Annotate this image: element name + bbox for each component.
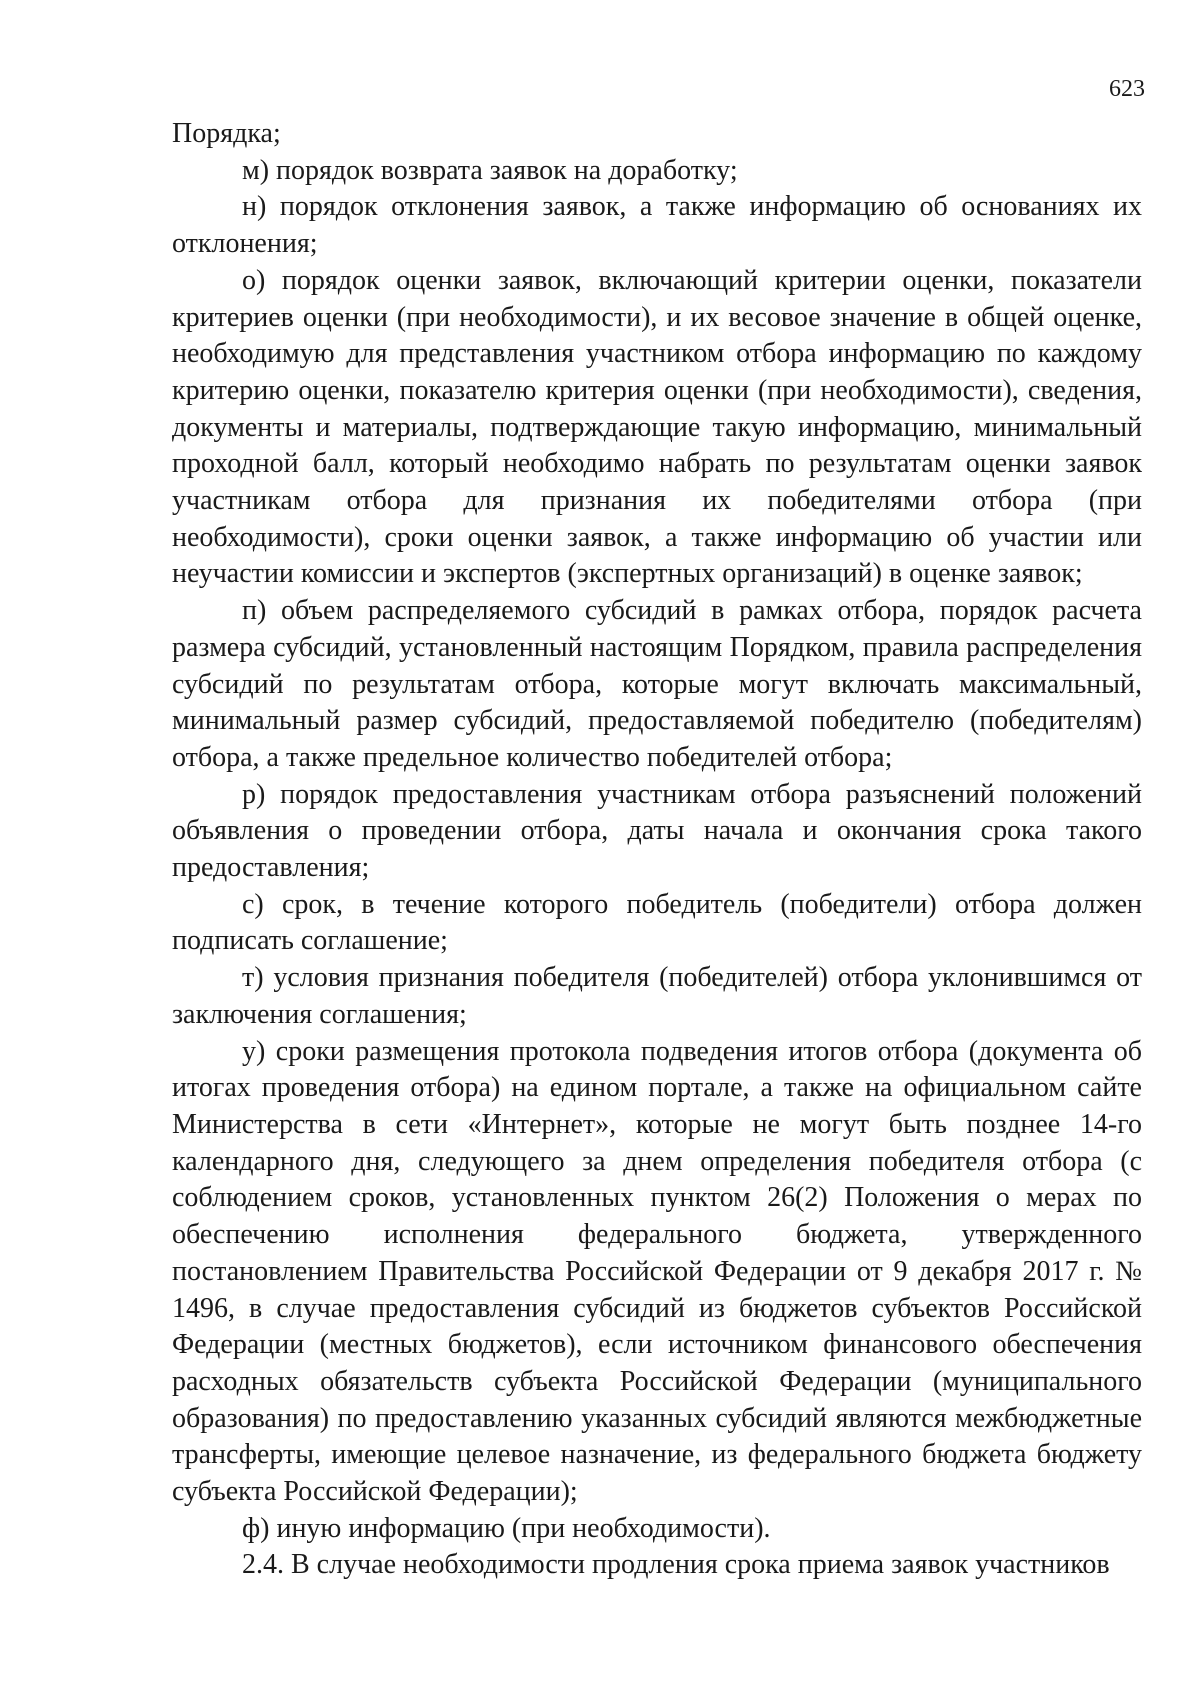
list-item-r: р) порядок предоставления участникам отбора разъяснений положений объявления о проведении отбора, даты начала и окончания срока такого предоставления; <box>172 778 1142 884</box>
list-item-n: н) порядок отклонения заявок, а также информацию об основаниях их отклонения; <box>172 191 1142 260</box>
list-item-s: с) срок, в течение которого победитель (победители) отбора должен подписать соглашение; <box>172 888 1142 957</box>
list-item-u: у) сроки размещения протокола подведения итогов отбора (документа об итогах проведения отбора) на едином портале, а также на официальном сайте Министерства в сети «Интернет», которые не могут быть позднее 14-го календарного дня, следующего за днем определения победителя отбора (с соблюдением сроков, установленных пунктом 26(2) Положения о мерах по обеспечению исполнения федерального бюджета, утвержденного постановлением Правительства Российской Федерации от 9 декабря 2017 г. № 1496, в случае предоставления субсидий из бюджетов субъектов Российской Федерации (местных бюджетов), если источником финансового обеспечения расходных обязательств субъекта Российской Федерации (муниципального образования) по предоставлению указанных субсидий являются межбюджетные трансферты, имеющие целевое назначение, из федерального бюджета бюджету субъекта Российской Федерации); <box>172 1035 1142 1508</box>
list-item-f: ф) иную информацию (при необходимости). <box>242 1512 771 1544</box>
list-item-p: п) объем распределяемого субсидий в рамках отбора, порядок расчета размера субсидий, установленный настоящим Порядком, правила распределения субсидий по результатам отбора, которые могут включать максимальный, минимальный размер субсидий, предоставляемой победителю (победителям) отбора, а также предельное количество победителей отбора; <box>172 595 1142 773</box>
document-body <box>172 116 1142 1584</box>
paragraph-continuation: Порядка; <box>172 118 281 149</box>
section-2-4-start: 2.4. В случае необходимости продления срока приема заявок участников <box>242 1549 1110 1581</box>
list-item-o: о) порядок оценки заявок, включающий критерии оценки, показатели критериев оценки (при необходимости), и их весовое значение в общей оценке, необходимую для представления участником отбора информацию по каждому критерию оценки, показателю критерия оценки (при необходимости), сведения, документы и материалы, подтверждающие такую информацию, минимальный проходной балл, который необходимо набрать по результатам оценки заявок участникам отбора для признания их победителями отбора (при необходимости), сроки оценки заявок, а также информацию об участии или неучастии комиссии и экспертов (экспертных организаций) в оценке заявок; <box>172 264 1142 590</box>
page-number: 623 <box>1109 76 1145 102</box>
list-item-t: т) условия признания победителя (победителей) отбора уклонившимся от заключения соглашения; <box>172 962 1142 1030</box>
list-item-m: м) порядок возврата заявок на доработку; <box>242 154 738 186</box>
